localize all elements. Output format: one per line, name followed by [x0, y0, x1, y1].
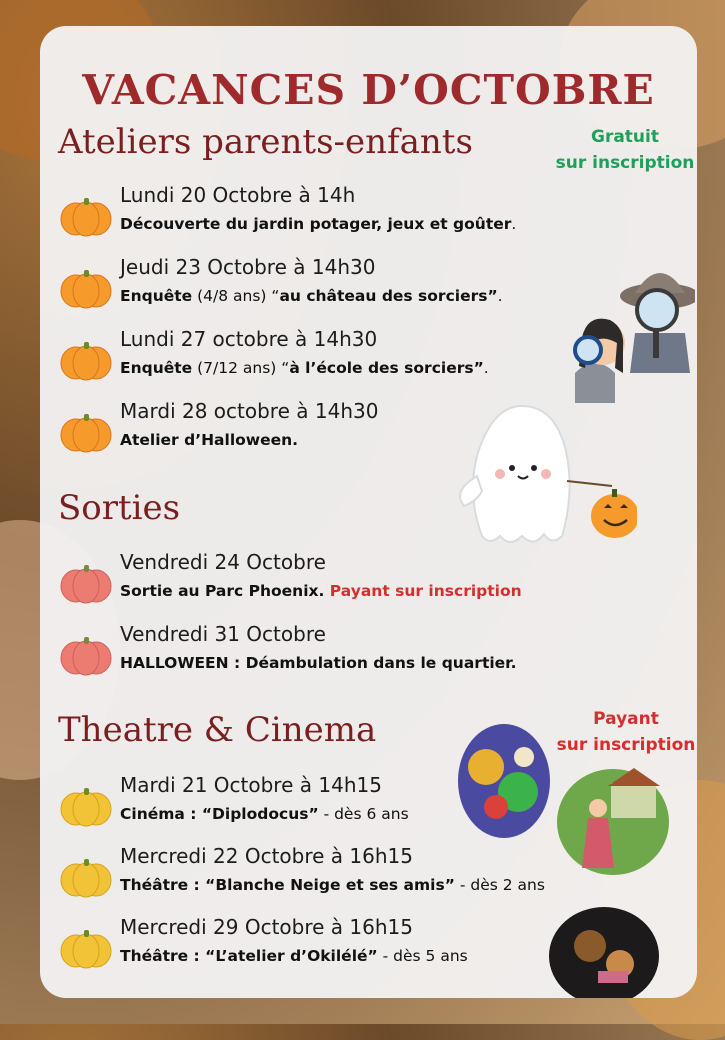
item-date: Vendredi 24 Octobre — [120, 550, 326, 574]
note-line: Payant — [593, 709, 659, 729]
list-item — [58, 329, 618, 391]
list-item — [58, 846, 618, 908]
item-date: Mercredi 29 Octobre à 16h15 — [120, 915, 413, 939]
okilele-poster — [548, 906, 660, 998]
ghost-illustration — [422, 396, 637, 556]
pumpkin-icon — [58, 195, 114, 237]
pumpkin-icon — [58, 927, 114, 969]
item-description: Enquête (7/12 ans) “à l’école des sorciers”. — [120, 359, 489, 377]
item-date: Jeudi 23 Octobre à 14h30 — [120, 255, 376, 279]
item-date: Vendredi 31 Octobre — [120, 622, 326, 646]
list-item — [58, 624, 618, 686]
paid-note — [546, 706, 697, 758]
blanche-neige-poster — [556, 768, 670, 876]
pumpkin-icon — [58, 856, 114, 898]
item-description: Enquête (4/8 ans) “au château des sorciers”. — [120, 287, 503, 305]
item-description: Théâtre : “L’atelier d’Okilélé” - dès 5 ans — [120, 947, 468, 965]
pumpkin-icon — [58, 562, 114, 604]
pumpkin-icon — [58, 339, 114, 381]
list-item — [58, 917, 618, 979]
item-description: Cinéma : “Diplodocus” - dès 6 ans — [120, 805, 409, 823]
item-date: Lundi 27 octobre à 14h30 — [120, 327, 378, 351]
pumpkin-icon — [58, 411, 114, 453]
diplodocus-poster — [456, 722, 552, 840]
item-description: Théâtre : “Blanche Neige et ses amis” - dès 2 ans — [120, 876, 545, 894]
page-title: VACANCES D’OCTOBRE — [82, 66, 655, 114]
list-item — [58, 257, 618, 319]
note-line: Gratuit — [591, 127, 659, 147]
detectives-illustration — [555, 238, 695, 403]
section-title-sorties: Sorties — [58, 488, 181, 528]
list-item — [58, 552, 618, 614]
item-date: Mardi 28 octobre à 14h30 — [120, 399, 379, 423]
note-line: sur inscription — [555, 153, 695, 173]
pumpkin-icon — [58, 785, 114, 827]
pumpkin-icon — [58, 634, 114, 676]
item-description: Découverte du jardin potager, jeux et goûter. — [120, 215, 517, 233]
section-title-ateliers: Ateliers parents-enfants — [58, 122, 473, 162]
item-description: HALLOWEEN : Déambulation dans le quartier. — [120, 654, 517, 672]
note-line: sur inscription — [556, 735, 696, 755]
section-title-theatre-cinema: Theatre & Cinema — [58, 710, 377, 750]
item-date: Lundi 20 Octobre à 14h — [120, 183, 356, 207]
item-description: Atelier d’Halloween. — [120, 431, 299, 449]
pumpkin-icon — [58, 267, 114, 309]
free-note — [545, 124, 697, 176]
item-description: Sortie au Parc Phoenix. Payant sur inscription — [120, 582, 522, 600]
list-item — [58, 185, 618, 247]
item-date: Mardi 21 Octobre à 14h15 — [120, 773, 382, 797]
flyer-card — [40, 26, 697, 998]
item-date: Mercredi 22 Octobre à 16h15 — [120, 844, 413, 868]
